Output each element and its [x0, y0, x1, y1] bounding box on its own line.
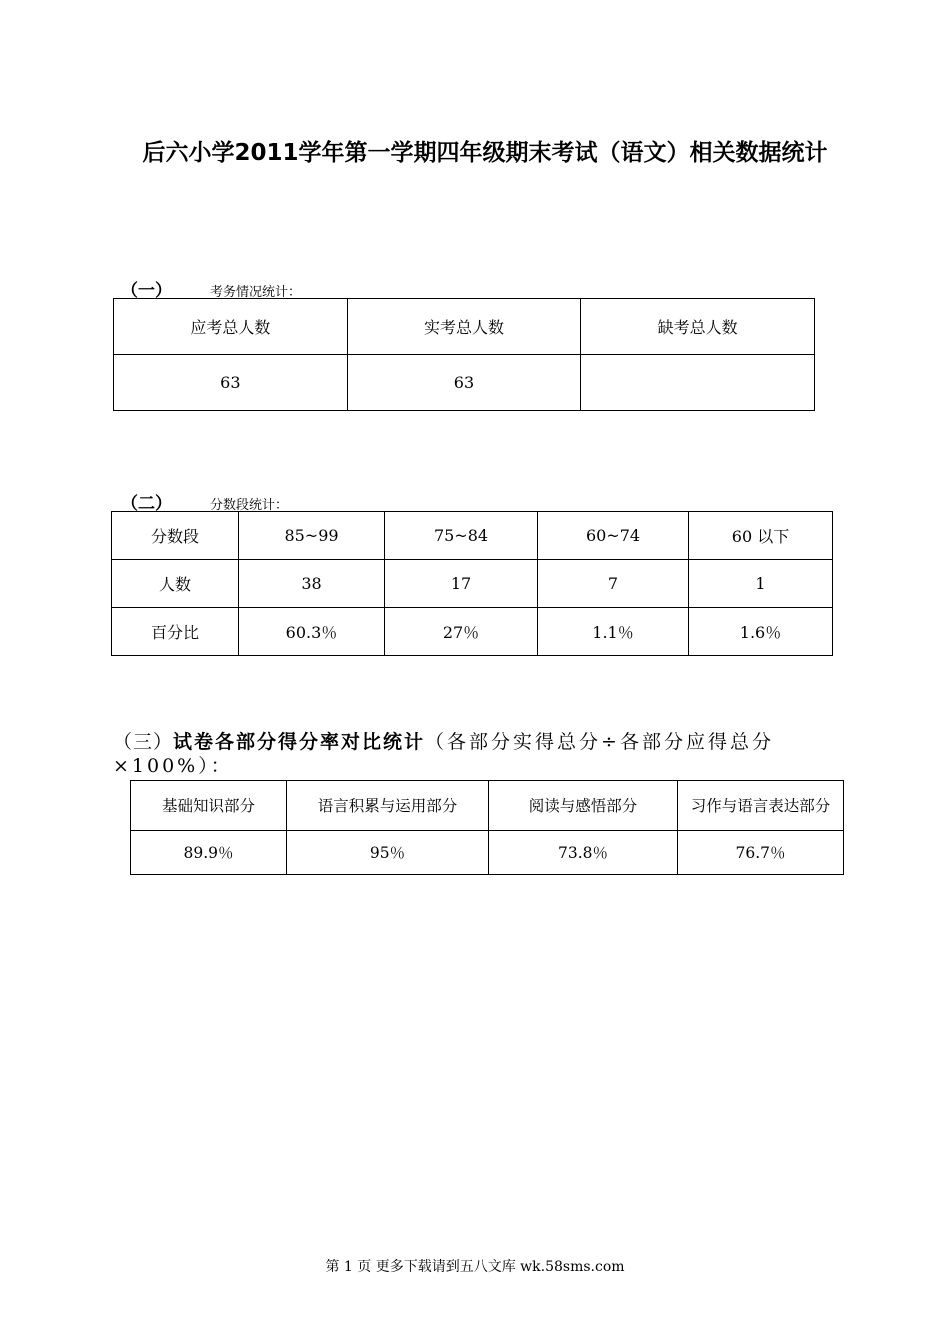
table-header-cell: 应考总人数	[114, 299, 348, 355]
table-row	[112, 560, 833, 608]
table-cell: 95％	[287, 831, 489, 875]
table-cell: 73.8％	[489, 831, 678, 875]
table-header-cell: 缺考总人数	[581, 299, 815, 355]
table-row	[131, 831, 844, 875]
table-cell: 76.7％	[678, 831, 844, 875]
table-cell: 60.3％	[239, 608, 385, 656]
exam-attendance-table	[113, 298, 815, 411]
table-cell: 百分比	[112, 608, 239, 656]
table-cell: 1.6％	[689, 608, 833, 656]
table-header-cell: 阅读与感悟部分	[489, 781, 678, 831]
table-header-cell: 75~84	[385, 512, 538, 560]
table-row	[114, 355, 815, 411]
table-row	[131, 781, 844, 831]
table-cell	[581, 355, 815, 411]
section-2-description: 分数段统计：	[210, 498, 289, 513]
table-cell: 7	[538, 560, 689, 608]
table-row	[112, 608, 833, 656]
page-footer: 第 1 页 更多下载请到五八文库 wk.58sms.com	[325, 1259, 625, 1275]
table-row	[112, 512, 833, 560]
table-cell: 89.9％	[131, 831, 287, 875]
table-cell: 17	[385, 560, 538, 608]
table-header-cell: 基础知识部分	[131, 781, 287, 831]
section-score-rate-table	[130, 780, 844, 875]
table-header-cell: 语言积累与运用部分	[287, 781, 489, 831]
section-3-number: （三）	[113, 731, 174, 753]
section-3-formula: （各部分实得总分÷各部分应得总分×100%）：	[113, 731, 774, 777]
section-3-heading	[113, 730, 873, 778]
table-cell: 1.1％	[538, 608, 689, 656]
table-header-cell: 60~74	[538, 512, 689, 560]
table-row	[114, 299, 815, 355]
section-1-number: （一）	[121, 281, 172, 301]
section-1-description: 考务情况统计：	[210, 285, 302, 300]
table-cell: 1	[689, 560, 833, 608]
table-cell: 27％	[385, 608, 538, 656]
table-cell: 63	[114, 355, 348, 411]
table-header-cell: 85~99	[239, 512, 385, 560]
table-cell: 人数	[112, 560, 239, 608]
table-cell: 38	[239, 560, 385, 608]
page-title: 后六小学2011学年第一学期四年级期末考试（语文）相关数据统计	[142, 140, 828, 166]
table-header-cell: 60 以下	[689, 512, 833, 560]
section-3-title: 试卷各部分得分率对比统计	[173, 731, 426, 753]
score-range-table	[111, 511, 833, 656]
section-2-number: （二）	[121, 494, 172, 514]
table-header-cell: 实考总人数	[347, 299, 581, 355]
table-cell: 63	[347, 355, 581, 411]
table-header-cell: 习作与语言表达部分	[678, 781, 844, 831]
table-header-cell: 分数段	[112, 512, 239, 560]
